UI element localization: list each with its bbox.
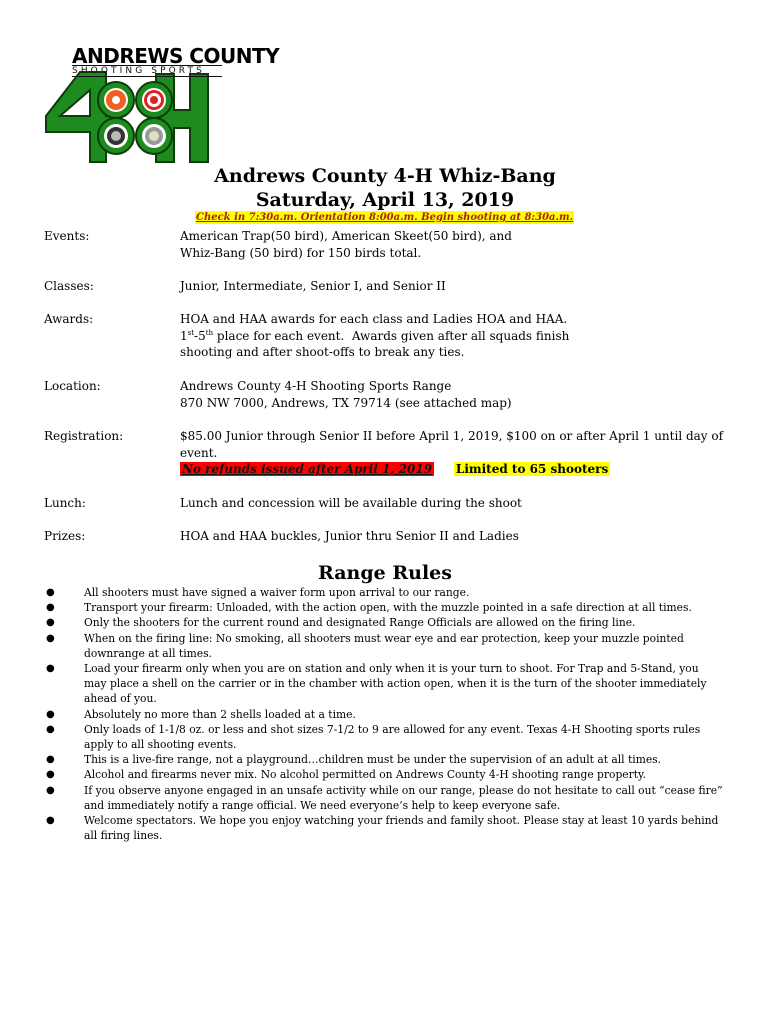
logo-subtitle: SHOOTING SPORTS: [72, 65, 222, 77]
location-value: [180, 378, 740, 411]
list-item: ● All shooters must have signed a waiver form upon arrival to our range.: [46, 586, 470, 599]
red-bullseye-icon: [142, 88, 166, 112]
range-rules-list: [44, 585, 724, 843]
range-rules-title: Range Rules: [318, 562, 452, 584]
awards-label: Awards:: [44, 312, 94, 326]
list-item: ● Only loads of 1-1/8 oz. or less and shot sizes 7-1/2 to 9 are allowed for any event. Texas 4-H Shooting sports rules apply to all shooting events.: [46, 722, 701, 752]
bullet-icon: ●: [46, 815, 55, 827]
list-item: ● Alcohol and firearms never mix. No alcohol permitted on Andrews County 4-H shooting range property.: [46, 768, 647, 782]
bullet-icon: ●: [46, 617, 55, 629]
lunch-label: Lunch:: [44, 496, 86, 510]
events-line: American Trap(50 bird), American Skeet(50 bird), and: [180, 229, 512, 243]
registration-notices: [180, 461, 740, 478]
bullet-icon: ●: [46, 708, 55, 720]
registration-line: event.: [180, 445, 218, 460]
list-item: ● This is a live-fire range, not a playground…children must be under the supervision of an adult at all times.: [46, 753, 662, 767]
location-line: 870 NW 7000, Andrews, TX 79714 (see attached map): [180, 395, 512, 410]
list-item: ● Absolutely no more than 2 shells loaded at a time.: [46, 707, 356, 721]
awards-value: [180, 311, 740, 361]
bullet-icon: ●: [46, 784, 55, 796]
list-item: ● When on the firing line: No smoking, all shooters must wear eye and ear protection, keep your muzzle pointed downrange at all times.: [46, 631, 684, 660]
bullet-icon: ●: [46, 632, 55, 644]
events-value: [180, 228, 740, 261]
registration-label: Registration:: [44, 429, 124, 443]
classes-label: Classes:: [44, 279, 94, 293]
awards-line: 1st-5th place for each event. Awards given after all squads finish: [180, 328, 570, 343]
location-label: Location:: [44, 379, 101, 393]
orange-target-icon: [104, 88, 128, 112]
awards-line: shooting and after shoot-offs to break any ties.: [180, 345, 465, 359]
event-date: Saturday, April 13, 2019: [255, 189, 515, 211]
registration-line: $85.00 Junior through Senior II before April 1, 2019, $100 on or after April 1 until day of: [180, 429, 724, 443]
list-item: ● If you observe anyone engaged in an unsafe activity while on our range, please do not hesitate to call out “cease fire” and immediately notify a range official. We need everyone’s help to keep everyone safe.: [46, 783, 723, 812]
list-item: ● Welcome spectators. We hope you enjoy watching your friends and family shoot. Please stay at least 10 yards behind all firing lines.: [46, 814, 719, 843]
logo-title: ANDREWS COUNTY: [72, 44, 280, 68]
list-item: ● Load your firearm only when you are on station and only when it is your turn to shoot. For Trap and 5-Stand, you may place a shell on the carrier or in the chamber with action open, when it is the turn of the shooter immediately ahead of you.: [46, 662, 707, 706]
awards-line: HOA and HAA awards for each class and Ladies HOA and HAA.: [180, 312, 568, 326]
checkin-schedule: Check in 7:30a.m. Orientation 8:00a.m. Begin shooting at 8:30a.m.: [196, 212, 574, 223]
lunch-value: Lunch and concession will be available during the shoot: [180, 496, 522, 510]
registration-value: [180, 428, 740, 478]
page-title: Andrews County 4-H Whiz-Bang: [214, 165, 556, 187]
bullet-icon: ●: [46, 723, 55, 735]
bullet-icon: ●: [46, 754, 55, 766]
no-refund-notice: No refunds issued after April 1, 2019: [182, 462, 433, 476]
events-label: Events:: [44, 229, 90, 243]
events-line: Whiz-Bang (50 bird) for 150 birds total.: [180, 245, 422, 260]
prizes-value: HOA and HAA buckles, Junior thru Senior II and Ladies: [180, 529, 519, 543]
bullet-icon: ●: [46, 663, 55, 675]
shotgun-shell-icon: [104, 124, 128, 148]
bullet-icon: ●: [46, 587, 55, 598]
clay-target-icon: [142, 124, 166, 148]
prizes-label: Prizes:: [44, 529, 86, 543]
list-item: ● Transport your firearm: Unloaded, with the action open, with the muzzle pointed in a safe direction at all times.: [46, 601, 692, 615]
bullet-icon: ●: [46, 602, 55, 614]
shooter-limit-notice: Limited to 65 shooters: [455, 462, 609, 476]
bullet-icon: ●: [46, 769, 55, 781]
andrews-county-4h-logo: [44, 44, 280, 166]
classes-value: Junior, Intermediate, Senior I, and Senior II: [180, 279, 446, 293]
list-item: ● Only the shooters for the current round and designated Range Officials are allowed on the firing line.: [46, 616, 636, 630]
location-line: Andrews County 4-H Shooting Sports Range: [180, 379, 452, 393]
